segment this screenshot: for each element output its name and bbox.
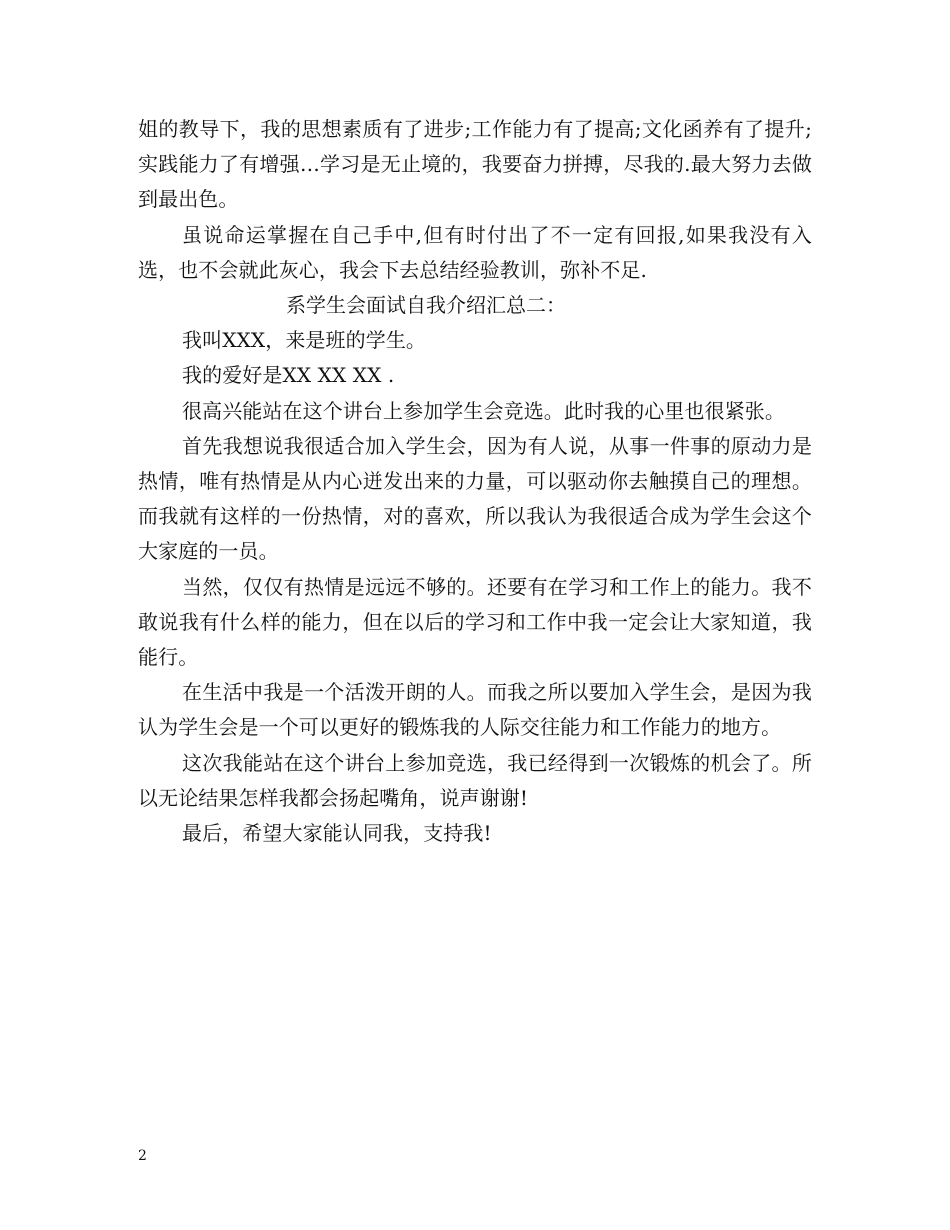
section-heading: 系学生会面试自我介绍汇总二： [286, 293, 566, 318]
paragraph-continuation: 姐的教导下，我的思想素质有了进步;工作能力有了提高;文化函养有了提升;实践能力了有增强…学习是无止境的，我要奋力拼搏，尽我的.最大努力去做到最出色。 [138, 117, 812, 212]
document-body [138, 112, 812, 851]
paragraph-ability: 当然，仅仅有热情是远远不够的。还要有在学习和工作上的能力。我不敢说我有什么样的能力，但在以后的学习和工作中我一定会让大家知道，我能行。 [138, 574, 812, 670]
paragraph-closing: 最后，希望大家能认同我，支持我! [182, 821, 492, 846]
paragraph-selection-note: 虽说命运掌握在自己手中,但有时付出了不一定有回报,如果我没有入选，也不会就此灰心，我会下去总结经验教训，弥补不足. [138, 222, 812, 282]
paragraph-greeting: 很高兴能站在这个讲台上参加学生会竞选。此时我的心里也很紧张。 [182, 398, 785, 423]
paragraph-gratitude: 这次我能站在这个讲台上参加竞选，我已经得到一次锻炼的机会了。所以无论结果怎样我都会扬起嘴角，说声谢谢! [138, 750, 812, 810]
paragraph-passion: 首先我想说我很适合加入学生会，因为有人说，从事一件事的原动力是热情，唯有热情是从内心迸发出来的力量，可以驱动你去触摸自己的理想。而我就有这样的一份热情，对的喜欢，所以我认为我很适合成为学生会这个大家庭的一员。 [138, 433, 812, 564]
page-number: 2 [138, 1148, 147, 1164]
paragraph-hobby: 我的爱好是XX XX XX . [182, 363, 395, 388]
paragraph-personality: 在生活中我是一个活泼开朗的人。而我之所以要加入学生会，是因为我认为学生会是一个可以更好的锻炼我的人际交往能力和工作能力的地方。 [138, 680, 812, 740]
paragraph-name: 我叫XXX，来是班的学生。 [182, 328, 427, 353]
